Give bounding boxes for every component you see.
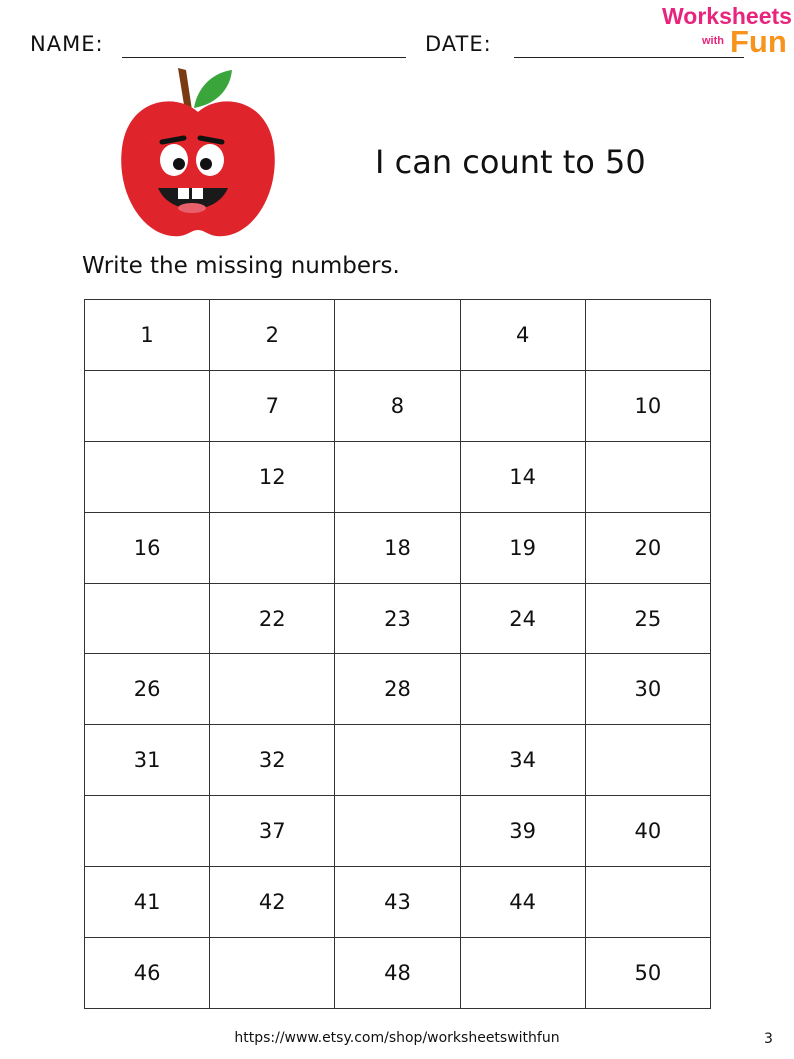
instruction-text: Write the missing numbers. bbox=[82, 253, 400, 279]
number-cell: 46 bbox=[85, 938, 210, 1009]
number-cell: 23 bbox=[335, 583, 460, 654]
blank-cell[interactable] bbox=[85, 583, 210, 654]
name-field[interactable] bbox=[122, 57, 406, 58]
number-cell: 34 bbox=[460, 725, 585, 796]
grid-row bbox=[85, 300, 711, 371]
date-label: DATE: bbox=[425, 32, 492, 56]
page-number: 3 bbox=[764, 1031, 773, 1047]
number-cell: 1 bbox=[85, 300, 210, 371]
blank-cell[interactable] bbox=[585, 725, 710, 796]
number-grid bbox=[84, 299, 711, 1009]
apple-illustration bbox=[112, 64, 284, 242]
blank-cell[interactable] bbox=[460, 370, 585, 441]
date-field[interactable] bbox=[514, 57, 744, 58]
number-cell: 50 bbox=[585, 938, 710, 1009]
grid-row bbox=[85, 725, 711, 796]
grid-row bbox=[85, 370, 711, 441]
blank-cell[interactable] bbox=[85, 796, 210, 867]
blank-cell[interactable] bbox=[85, 441, 210, 512]
blank-cell[interactable] bbox=[210, 654, 335, 725]
number-cell: 26 bbox=[85, 654, 210, 725]
name-label: NAME: bbox=[30, 32, 104, 56]
grid-row bbox=[85, 938, 711, 1009]
footer-url: https://www.etsy.com/shop/worksheetswithfun bbox=[234, 1030, 560, 1046]
blank-cell[interactable] bbox=[335, 796, 460, 867]
apple-left-eye bbox=[160, 144, 188, 176]
apple-tongue bbox=[178, 203, 206, 213]
number-cell: 28 bbox=[335, 654, 460, 725]
number-cell: 10 bbox=[585, 370, 710, 441]
number-cell: 12 bbox=[210, 441, 335, 512]
number-cell: 43 bbox=[335, 867, 460, 938]
blank-cell[interactable] bbox=[585, 300, 710, 371]
number-cell: 7 bbox=[210, 370, 335, 441]
logo-text-worksheets: Worksheets bbox=[662, 3, 792, 29]
blank-cell[interactable] bbox=[210, 512, 335, 583]
number-cell: 25 bbox=[585, 583, 710, 654]
number-cell: 2 bbox=[210, 300, 335, 371]
number-cell: 24 bbox=[460, 583, 585, 654]
grid-row bbox=[85, 512, 711, 583]
grid-row bbox=[85, 654, 711, 725]
number-cell: 8 bbox=[335, 370, 460, 441]
number-cell: 30 bbox=[585, 654, 710, 725]
blank-cell[interactable] bbox=[460, 654, 585, 725]
grid-row bbox=[85, 796, 711, 867]
number-cell: 39 bbox=[460, 796, 585, 867]
blank-cell[interactable] bbox=[460, 938, 585, 1009]
number-cell: 14 bbox=[460, 441, 585, 512]
blank-cell[interactable] bbox=[585, 867, 710, 938]
number-cell: 31 bbox=[85, 725, 210, 796]
number-cell: 16 bbox=[85, 512, 210, 583]
blank-cell[interactable] bbox=[335, 441, 460, 512]
worksheets-with-fun-logo bbox=[658, 0, 794, 56]
grid-row bbox=[85, 441, 711, 512]
grid-row bbox=[85, 583, 711, 654]
number-cell: 42 bbox=[210, 867, 335, 938]
number-cell: 44 bbox=[460, 867, 585, 938]
logo-text-with: with bbox=[702, 35, 724, 47]
apple-body bbox=[121, 101, 275, 236]
worksheet-title: I can count to 50 bbox=[375, 143, 646, 181]
number-cell: 4 bbox=[460, 300, 585, 371]
number-cell: 32 bbox=[210, 725, 335, 796]
blank-cell[interactable] bbox=[85, 370, 210, 441]
blank-cell[interactable] bbox=[585, 441, 710, 512]
number-cell: 20 bbox=[585, 512, 710, 583]
number-cell: 19 bbox=[460, 512, 585, 583]
blank-cell[interactable] bbox=[210, 938, 335, 1009]
grid-row bbox=[85, 867, 711, 938]
logo-text-fun: Fun bbox=[730, 24, 787, 56]
number-cell: 48 bbox=[335, 938, 460, 1009]
blank-cell[interactable] bbox=[335, 300, 460, 371]
number-cell: 37 bbox=[210, 796, 335, 867]
number-cell: 40 bbox=[585, 796, 710, 867]
number-cell: 22 bbox=[210, 583, 335, 654]
number-cell: 41 bbox=[85, 867, 210, 938]
number-cell: 18 bbox=[335, 512, 460, 583]
blank-cell[interactable] bbox=[335, 725, 460, 796]
